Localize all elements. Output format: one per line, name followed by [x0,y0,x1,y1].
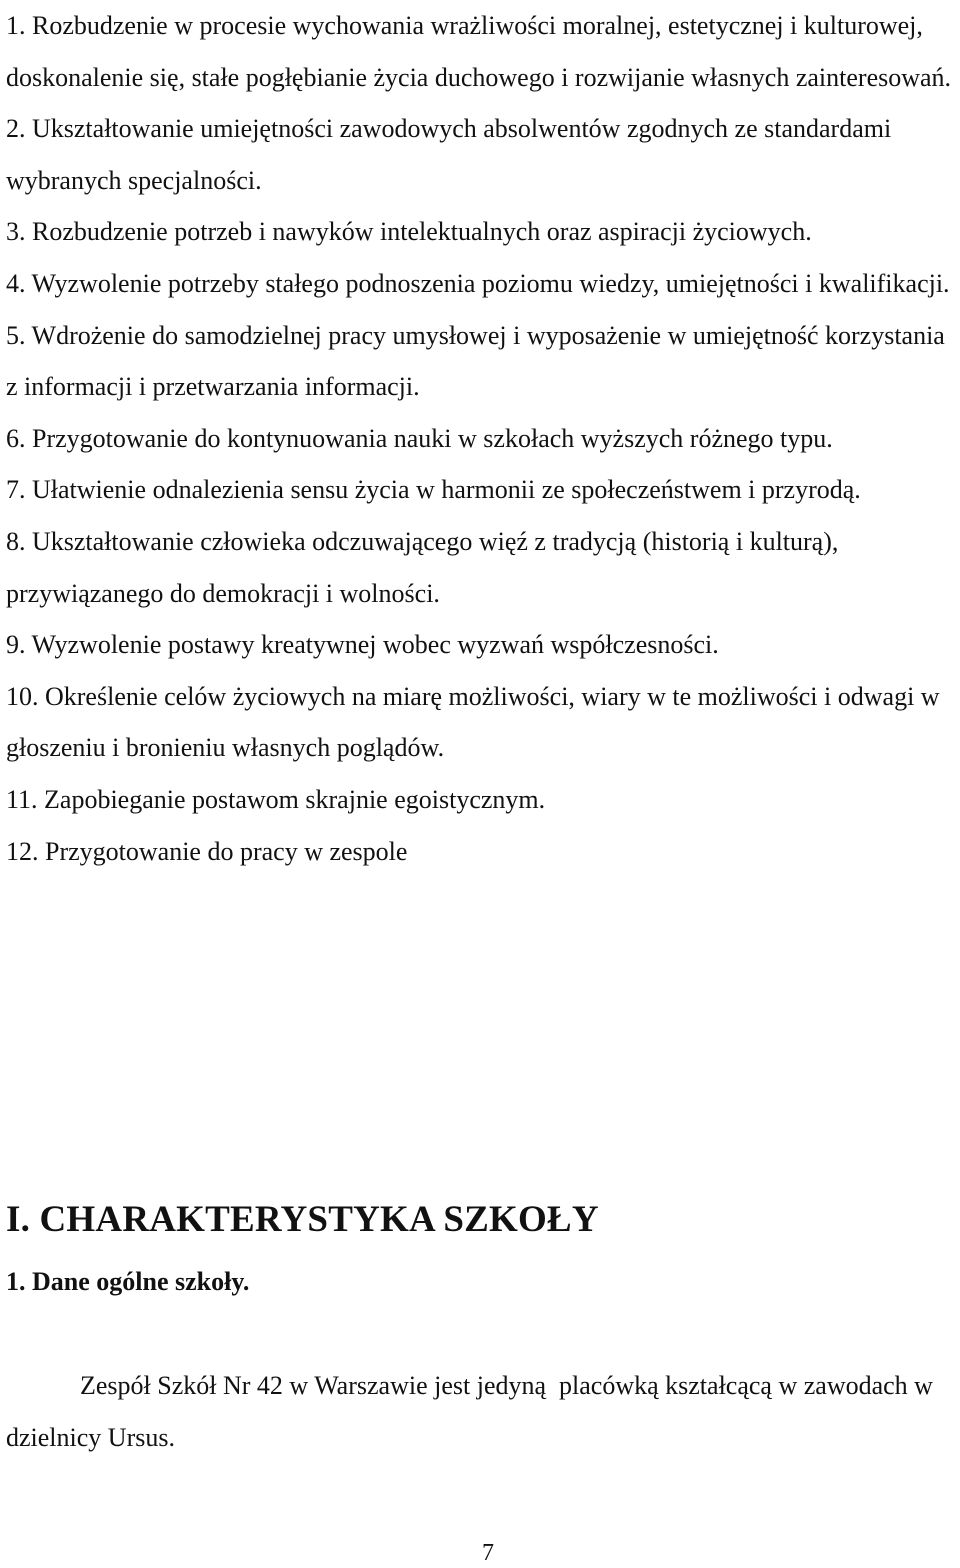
goals-list [6,0,956,877]
goal-item: 1. Rozbudzenie w procesie wychowania wrażliwości moralnej, estetycznej i kulturowej, doskonalenie się, stałe pogłębianie życia duchowego i rozwijanie własnych zainteresowań. [6,11,952,92]
goal-item: 7. Ułatwienie odnalezienia sensu życia w harmonii ze społeczeństwem i przyrodą. [6,475,861,505]
chapter-title: I. CHARAKTERYSTYKA SZKOŁY [6,1199,599,1240]
goal-item: 8. Ukształtowanie człowieka odczuwającego więź z tradycją (historią i kulturą), przywiązanego do demokracji i wolności. [6,526,839,608]
goal-item: 11. Zapobieganie postawom skrajnie egoistycznym. [6,784,546,814]
goal-item: 4. Wyzwolenie potrzeby stałego podnoszenia poziomu wiedzy, umiejętności i kwalifikacji. [6,268,950,298]
goal-item: 2. Ukształtowanie umiejętności zawodowych absolwentów zgodnych ze standardami wybranych specjalności. [6,114,892,195]
goal-item: 6. Przygotowanie do kontynuowania nauki w szkołach wyższych różnego typu. [6,423,833,453]
intro-paragraph: Zespół Szkół Nr 42 w Warszawie jest jedyną placówką kształcącą w zawodach w dzielnicy Ursus. [6,1371,940,1452]
page-number: 7 [482,1540,494,1566]
goal-item: 9. Wyzwolenie postawy kreatywnej wobec wyzwań współczesności. [6,630,719,660]
goal-item: 10. Określenie celów życiowych na miarę możliwości, wiary w te możliwości i odwagi w głoszeniu i bronieniu własnych poglądów. [6,681,940,763]
goal-item: 5. Wdrożenie do samodzielnej pracy umysłowej i wyposażenie w umiejętność korzystania z informacji i przetwarzania informacji. [6,320,945,402]
goal-item: 12. Przygotowanie do pracy w zespole [6,836,408,866]
section-title: 1. Dane ogólne szkoły. [6,1267,250,1296]
goal-item: 3. Rozbudzenie potrzeb i nawyków intelektualnych oraz aspiracji życiowych. [6,217,812,247]
